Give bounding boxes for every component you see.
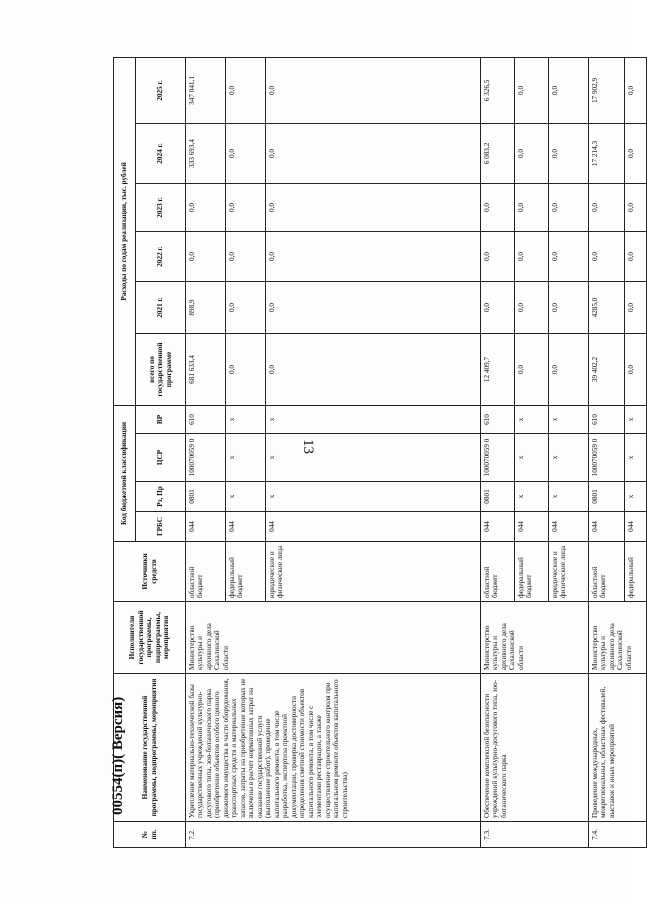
program-expenses-table — [113, 57, 647, 848]
cell-2023: 0,0 — [226, 183, 266, 231]
cell-source: областной бюджет — [481, 542, 515, 602]
cell-2023: 0,0 — [549, 183, 589, 231]
header-source: Источники средств — [114, 542, 186, 602]
row-measure-name: Обеспечение комплексной безопасности учреждений культурно-досугового типа, зоо-ботанического парка — [481, 674, 589, 822]
cell-grbs: 044 — [481, 512, 515, 542]
cell-2021: 898,9 — [186, 281, 226, 333]
cell-2022: 0,0 — [515, 231, 549, 281]
header-grbs: ГРБС — [136, 512, 186, 542]
cell-vr: 610 — [186, 405, 226, 433]
row-number: 7.2. — [186, 822, 481, 848]
cell-2021: 0,0 — [515, 281, 549, 333]
cell-csr: x — [266, 434, 481, 482]
row-executor: Министерство культуры и архивного дела Сахалинской области — [589, 602, 647, 674]
cell-csr: 100070059 0 — [589, 434, 625, 482]
cell-total: 0,0 — [226, 333, 266, 405]
row-number: 7.4. — [589, 822, 647, 848]
cell-2024: 0,0 — [515, 123, 549, 183]
cell-2021: 0,0 — [226, 281, 266, 333]
cell-source: федеральный — [625, 542, 647, 602]
cell-2024: 0,0 — [266, 123, 481, 183]
cell-2024: 333 693,4 — [186, 123, 226, 183]
cell-source: федеральный бюджет — [226, 542, 266, 602]
header-2024: 2024 г. — [136, 123, 186, 183]
cell-2022: 0,0 — [266, 231, 481, 281]
cell-2025: 6 326,5 — [481, 57, 515, 123]
header-vr: ВР — [136, 405, 186, 433]
cell-2023: 0,0 — [266, 183, 481, 231]
cell-vr: 610 — [589, 405, 625, 433]
cell-grbs: 044 — [549, 512, 589, 542]
row-measure-name: Проведение международных, межрегиональных, областных фестивалей, выставок и иных мероприятий — [589, 674, 647, 822]
document-code: 00554(п)( Версия) — [110, 696, 126, 815]
row-executor: Министерство культуры и архивного дела Сахалинской области — [481, 602, 589, 674]
cell-grbs: 044 — [186, 512, 226, 542]
cell-2025: 0,0 — [549, 57, 589, 123]
cell-2023: 0,0 — [186, 183, 226, 231]
cell-2022: 0,0 — [186, 231, 226, 281]
cell-2021: 4285,0 — [589, 281, 625, 333]
cell-2024: 0,0 — [226, 123, 266, 183]
cell-2024: 6 083,2 — [481, 123, 515, 183]
rotated-table-container — [113, 58, 635, 848]
header-csr: ЦСР — [136, 434, 186, 482]
cell-vr: x — [625, 405, 647, 433]
cell-2025: 0,0 — [226, 57, 266, 123]
cell-2022: 0,0 — [481, 231, 515, 281]
header-2022: 2022 г. — [136, 231, 186, 281]
cell-2022: 0,0 — [226, 231, 266, 281]
cell-rzpr: x — [226, 482, 266, 512]
cell-grbs: 044 — [515, 512, 549, 542]
header-2025: 2025 г. — [136, 57, 186, 123]
cell-2022: 0,0 — [549, 231, 589, 281]
cell-rzpr: x — [266, 482, 481, 512]
cell-total: 0,0 — [515, 333, 549, 405]
cell-source: юридические и физические лица — [549, 542, 589, 602]
cell-csr: x — [226, 434, 266, 482]
cell-rzpr: 0801 — [589, 482, 625, 512]
cell-source: областной бюджет — [589, 542, 625, 602]
row-executor: Министерство культуры и архивного дела Сахалинской области — [186, 602, 481, 674]
cell-2024: 0,0 — [625, 123, 647, 183]
cell-total: 0,0 — [625, 333, 647, 405]
header-rzpr: Рз, Пр — [136, 482, 186, 512]
cell-vr: 610 — [481, 405, 515, 433]
cell-grbs: 044 — [226, 512, 266, 542]
cell-rzpr: 0801 — [481, 482, 515, 512]
cell-total: 0,0 — [266, 333, 481, 405]
cell-total: 681 633,4 — [186, 333, 226, 405]
cell-total: 0,0 — [549, 333, 589, 405]
cell-2024: 17 214,3 — [589, 123, 625, 183]
cell-2025: 347 041,1 — [186, 57, 226, 123]
cell-vr: x — [549, 405, 589, 433]
cell-vr: x — [515, 405, 549, 433]
cell-total: 12 409,7 — [481, 333, 515, 405]
header-expenses: Расходы по годам реализации, тыс. рублей — [114, 57, 136, 405]
cell-grbs: 044 — [589, 512, 625, 542]
cell-csr: x — [625, 434, 647, 482]
header-kbk: Код бюджетной классификации — [114, 405, 136, 541]
header-no: № пп. — [114, 822, 186, 848]
cell-2023: 0,0 — [515, 183, 549, 231]
cell-2025: 17 902,9 — [589, 57, 625, 123]
cell-2025: 0,0 — [515, 57, 549, 123]
cell-vr: x — [266, 405, 481, 433]
cell-grbs: 044 — [266, 512, 481, 542]
cell-2024: 0,0 — [549, 123, 589, 183]
cell-source: федеральный бюджет — [515, 542, 549, 602]
row-measure-name: Укрепление материально-технической базы государственных учреждений культурно-досугового типа, зоо-ботанического парка (приобретение объектов особого ценного движимого имущества в части оборудования, транспортных средств и материальных запасов, затраты на приобретение которых не включены в расчет нормативных затрат на оказание государственной услуги (выполнение работ), проведение капитального ремонта, в том числе разработка, экспертиза проектной документации, проверка достоверности определения сметной стоимости объектов капитального ремонта, в том числе с элементами реставрации, а также осуществление строительного контроля при капитальном ремонте объектов капитального строительства) — [186, 674, 481, 822]
cell-2021: 0,0 — [625, 281, 647, 333]
cell-grbs: 044 — [625, 512, 647, 542]
table-row — [481, 57, 515, 847]
cell-2023: 0,0 — [481, 183, 515, 231]
cell-2025: 0,0 — [266, 57, 481, 123]
cell-2021: 0,0 — [266, 281, 481, 333]
cell-source: юридические и физические лица — [266, 542, 481, 602]
cell-total: 39 402,2 — [589, 333, 625, 405]
row-number: 7.3. — [481, 822, 589, 848]
cell-csr: 100070059 0 — [186, 434, 226, 482]
cell-csr: 100070059 0 — [481, 434, 515, 482]
cell-2021: 0,0 — [481, 281, 515, 333]
cell-source: областной бюджет — [186, 542, 226, 602]
cell-rzpr: x — [515, 482, 549, 512]
cell-2025: 0,0 — [625, 57, 647, 123]
header-2021: 2021 г. — [136, 281, 186, 333]
cell-rzpr: 0801 — [186, 482, 226, 512]
cell-csr: x — [515, 434, 549, 482]
table-row — [589, 57, 625, 847]
header-total: всего по государственной программе — [136, 333, 186, 405]
cell-2022: 0,0 — [625, 231, 647, 281]
cell-2022: 0,0 — [589, 231, 625, 281]
cell-rzpr: x — [625, 482, 647, 512]
page-number: 13 — [300, 439, 316, 454]
header-executor: Исполнители государственной программы, подпрограммы, мероприятия — [114, 602, 186, 674]
cell-2023: 0,0 — [589, 183, 625, 231]
cell-vr: x — [226, 405, 266, 433]
header-2023: 2023 г. — [136, 183, 186, 231]
cell-csr: x — [549, 434, 589, 482]
table-row — [186, 57, 226, 847]
cell-2023: 0,0 — [625, 183, 647, 231]
cell-2021: 0,0 — [549, 281, 589, 333]
cell-rzpr: x — [549, 482, 589, 512]
header-name: Наименование государственной программы, подпрограммы, мероприятия — [114, 674, 186, 822]
table-body — [186, 57, 647, 847]
